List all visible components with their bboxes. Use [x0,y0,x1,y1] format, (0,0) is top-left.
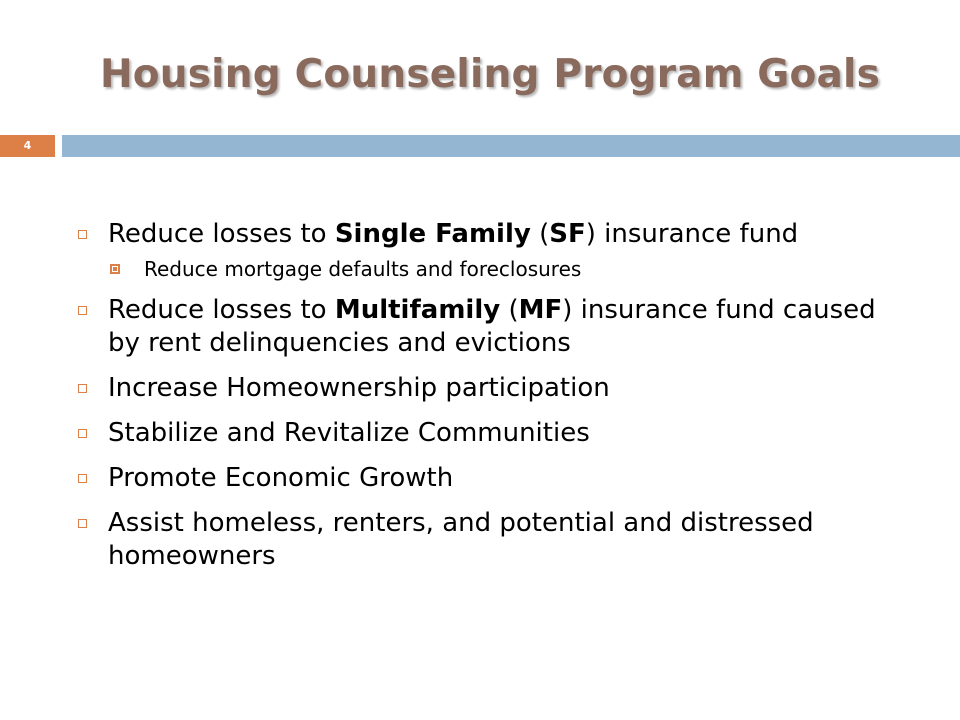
text-part: ) insurance fund caused by rent delinquencies and evictions [108,295,876,358]
bullet-text: Assist homeless, renters, and potential and distressed homeowners [108,508,814,571]
square-bullet-icon [78,384,87,393]
bullet-item-economic-growth [78,462,898,495]
slide-title: Housing Counseling Program Goals [99,52,881,97]
bold-text: Single Family [334,219,531,249]
square-bullet-icon [78,306,87,315]
square-bullet-icon [78,429,87,438]
header-band [62,135,960,157]
filled-square-bullet-icon [110,264,120,274]
bullet-item-sf-losses [78,218,898,251]
text-part: Reduce losses to [108,219,335,249]
bullet-item-assist [78,507,898,573]
sub-bullet-text: Reduce mortgage defaults and foreclosures [144,257,582,281]
square-bullet-icon [78,474,87,483]
bullet-text: Promote Economic Growth [108,463,454,493]
bullet-text: Increase Homeownership participation [108,373,610,403]
bold-text: Multifamily [334,295,501,325]
bullet-item-homeownership [78,372,898,405]
square-bullet-icon [78,230,87,239]
bullet-item-mf-losses [78,294,898,360]
bold-text: SF [549,219,586,249]
bullet-list [78,218,898,585]
sub-bullet-item [78,256,898,282]
bullet-text: Stabilize and Revitalize Communities [108,418,590,448]
bold-text: MF [518,295,563,325]
text-part: ( [530,219,550,249]
text-part: Reduce losses to [108,295,335,325]
bullet-text [108,219,798,249]
slide-number: 4 [0,135,55,157]
bullet-item-communities [78,417,898,450]
text-part: ) insurance fund [585,219,799,249]
square-bullet-icon [78,519,87,528]
text-part: ( [500,295,519,325]
bullet-text [108,295,876,358]
